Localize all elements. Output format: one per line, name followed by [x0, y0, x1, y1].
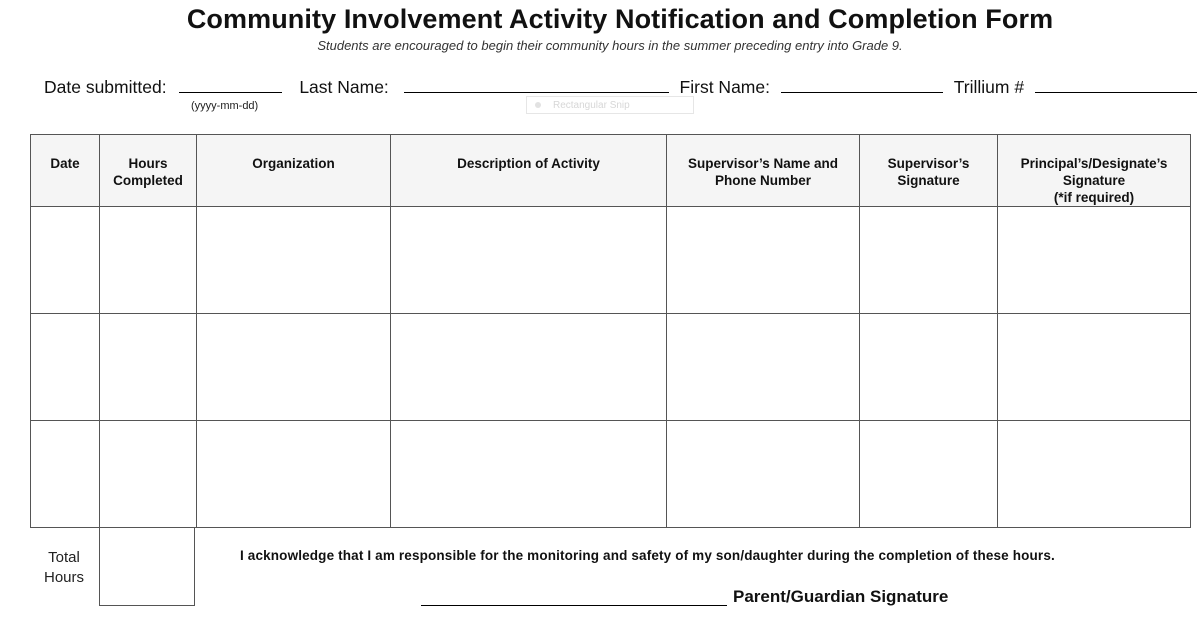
date-submitted-label: Date submitted:: [44, 77, 167, 97]
cell-description[interactable]: [391, 421, 667, 528]
cell-principal-signature[interactable]: [998, 207, 1191, 314]
cell-supervisor[interactable]: [667, 207, 860, 314]
cell-date[interactable]: [31, 421, 100, 528]
activity-table: [30, 134, 1191, 528]
cell-description[interactable]: [391, 207, 667, 314]
header-description: Description of Activity: [391, 135, 667, 207]
parent-signature-line[interactable]: [421, 605, 727, 606]
last-name-label: Last Name:: [299, 77, 389, 97]
cell-principal-signature[interactable]: [998, 314, 1191, 421]
table-row: [31, 421, 1191, 528]
first-name-label: First Name:: [679, 77, 770, 97]
date-format-hint: (yyyy-mm-dd): [191, 100, 259, 112]
header-hours-completed: Hours Completed: [100, 135, 197, 207]
cell-organization[interactable]: [197, 207, 391, 314]
header-supervisor-signature: Supervisor’s Signature: [860, 135, 998, 207]
cell-supervisor[interactable]: [667, 421, 860, 528]
header-date: Date: [31, 135, 100, 207]
cell-date[interactable]: [31, 207, 100, 314]
cell-supervisor-signature[interactable]: [860, 421, 998, 528]
first-name-field[interactable]: [781, 78, 943, 93]
cell-principal-signature[interactable]: [998, 421, 1191, 528]
table-header-row: [31, 135, 1191, 207]
table-row: [31, 314, 1191, 421]
last-name-field[interactable]: [404, 78, 669, 93]
trillium-label: Trillium #: [953, 77, 1025, 97]
header-supervisor-name-phone: Supervisor’s Name and Phone Number: [667, 135, 860, 207]
cell-description[interactable]: [391, 314, 667, 421]
total-hours-field[interactable]: [99, 528, 195, 606]
student-info-row: [44, 77, 1197, 98]
form-title: Community Involvement Activity Notification and Completion Form: [186, 4, 1054, 34]
cell-organization[interactable]: [197, 421, 391, 528]
header-organization: Organization: [197, 135, 391, 207]
cell-organization[interactable]: [197, 314, 391, 421]
cell-supervisor-signature[interactable]: [860, 207, 998, 314]
table-row: [31, 207, 1191, 314]
date-submitted-field[interactable]: [179, 78, 282, 93]
cell-supervisor[interactable]: [667, 314, 860, 421]
snip-label: Rectangular Snip: [553, 100, 630, 111]
trillium-field[interactable]: [1035, 78, 1197, 93]
cell-hours[interactable]: [100, 421, 197, 528]
cell-supervisor-signature[interactable]: [860, 314, 998, 421]
cell-hours[interactable]: [100, 207, 197, 314]
snip-icon: [535, 102, 541, 108]
cell-hours[interactable]: [100, 314, 197, 421]
rectangular-snip-overlay: [526, 96, 694, 114]
acknowledgement-text: I acknowledge that I am responsible for the monitoring and safety of my son/daughter during the completion of these hours.: [240, 548, 1055, 563]
form-subtitle: Students are encouraged to begin their community hours in the summer preceding entry into Grade 9.: [317, 38, 903, 53]
parent-signature-label: Parent/Guardian Signature: [733, 587, 949, 606]
header-principal-signature: Principal’s/Designate’s Signature (*if required): [998, 135, 1191, 207]
total-hours-label: Total Hours: [43, 549, 84, 586]
cell-date[interactable]: [31, 314, 100, 421]
